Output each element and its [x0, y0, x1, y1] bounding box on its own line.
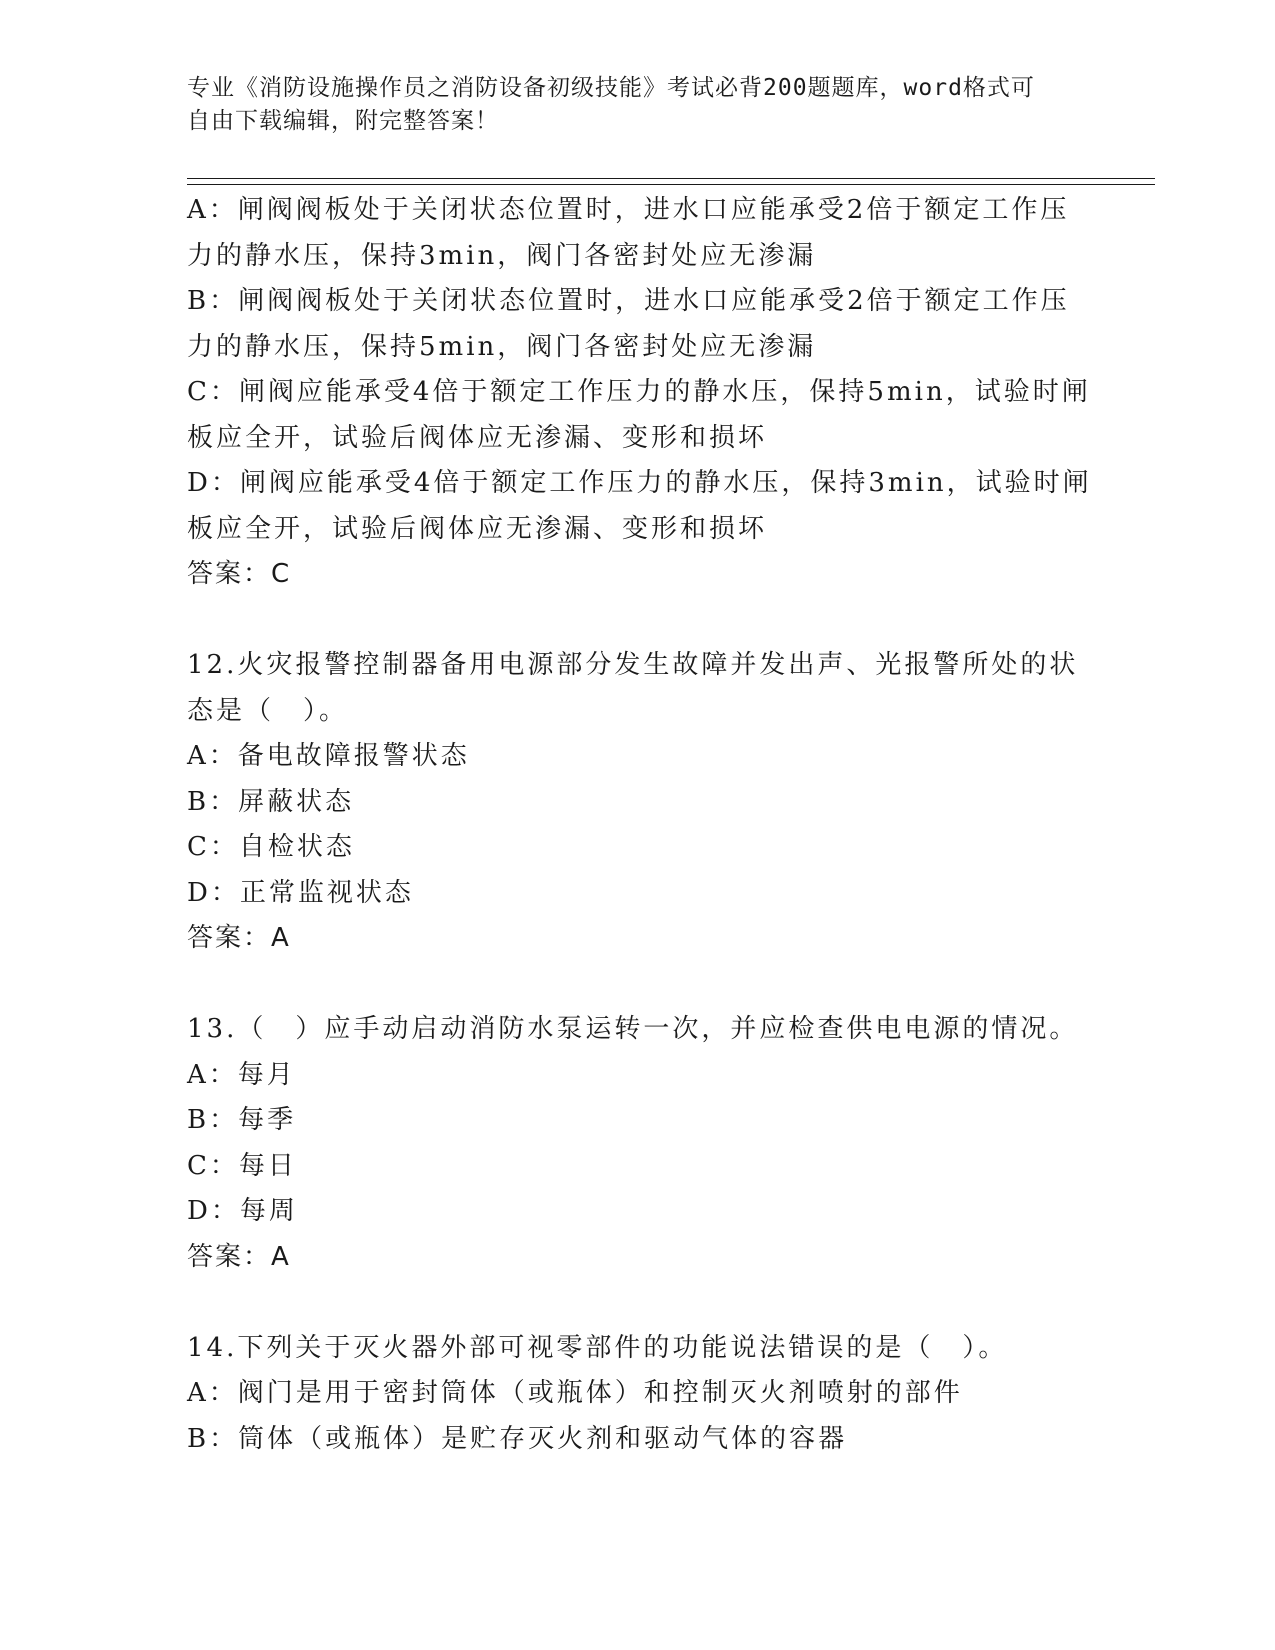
header-title-line-2: 自由下载编辑，附完整答案！ [187, 108, 499, 134]
question-11 [187, 188, 1092, 598]
option-a: A：阀门是用于密封筒体（或瓶体）和控制灭火剂喷射的部件 [187, 1378, 963, 1408]
option-b-line-1: B：闸阀阀板处于关闭状态位置时，进水口应能承受2倍于额定工作压 [187, 286, 1070, 316]
answer-line: 答案：A [187, 923, 291, 953]
option-b: B：每季 [187, 1105, 297, 1135]
question-stem: 13.（ ）应手动启动消防水泵运转一次，并应检查供电电源的情况。 [187, 1014, 1079, 1044]
document-header [187, 72, 1067, 138]
option-c: C：自检状态 [187, 832, 355, 862]
option-a: A：每月 [187, 1059, 296, 1090]
question-stem-line-2: 态是（ ）。 [187, 695, 349, 726]
spacer [187, 962, 1087, 1008]
option-d-line-2: 板应全开，试验后阀体应无渗漏、变形和损坏 [187, 513, 768, 544]
header-divider-top [187, 178, 1155, 179]
answer-line: 答案：A [187, 1241, 291, 1272]
question-12 [187, 643, 1087, 962]
option-a-line-2: 力的静水压，保持3min，阀门各密封处应无渗漏 [187, 240, 817, 271]
option-b-line-2: 力的静水压，保持5min，阀门各密封处应无渗漏 [187, 331, 817, 362]
question-14 [187, 1326, 1087, 1463]
option-d: D：每周 [187, 1196, 298, 1226]
option-c-line-1: C：闸阀应能承受4倍于额定工作压力的静水压，保持5min，试验时闸 [187, 377, 1091, 407]
option-b: B：屏蔽状态 [187, 786, 355, 817]
spacer [187, 598, 1087, 644]
header-title-line-1: 专业《消防设施操作员之消防设备初级技能》考试必背200题题库，word格式可 [187, 75, 1035, 101]
option-d: D：正常监视状态 [187, 877, 414, 908]
option-c: C：每日 [187, 1150, 297, 1181]
option-c-line-2: 板应全开，试验后阀体应无渗漏、变形和损坏 [187, 422, 768, 453]
option-d-line-1: D：闸阀应能承受4倍于额定工作压力的静水压，保持3min，试验时闸 [187, 468, 1092, 498]
question-13 [187, 1007, 1087, 1280]
question-stem: 14.下列关于灭火器外部可视零部件的功能说法错误的是（ ）。 [187, 1332, 1008, 1363]
question-list [187, 188, 1092, 1462]
option-a-line-1: A：闸阀阀板处于关闭状态位置时，进水口应能承受2倍于额定工作压 [187, 195, 1070, 225]
answer-line: 答案：C [187, 559, 292, 589]
option-b: B：筒体（或瓶体）是贮存灭火剂和驱动气体的容器 [187, 1423, 848, 1454]
spacer [187, 1280, 1087, 1326]
question-stem-line-1: 12.火灾报警控制器备用电源部分发生故障并发出声、光报警所处的状 [187, 650, 1079, 680]
option-a: A：备电故障报警状态 [187, 741, 470, 771]
header-divider-bottom [187, 184, 1155, 185]
